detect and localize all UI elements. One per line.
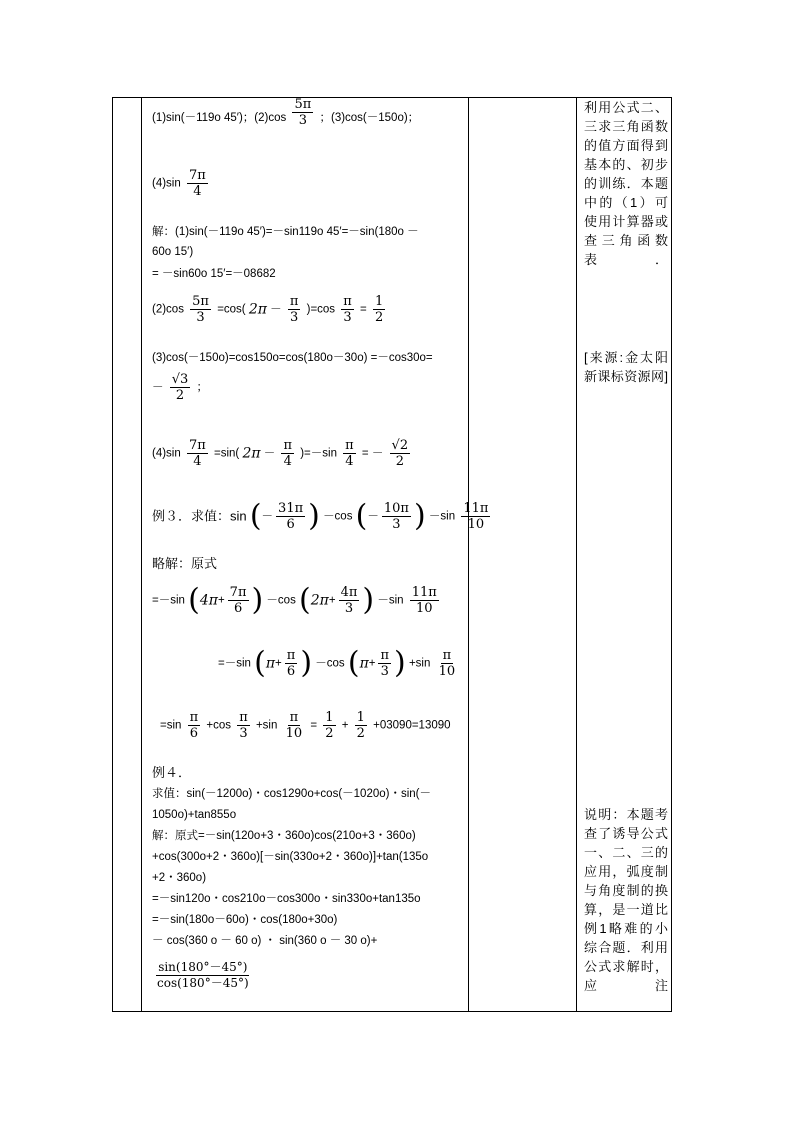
math-term: +sin [408, 657, 431, 670]
answer-text: =sin( [214, 447, 240, 460]
math-term: － [367, 510, 379, 523]
math-term: －cos [315, 657, 345, 670]
lesson-table: (1)sin(－119o 45′)；(2)cos $\frac{5\pi}{3}$ ；(3)cos(－150o)； (4)sin $\frac{7\pi}{4}$ 解：(1)sin(－119o 45′)=－sin119o 45′=－sin(180o － 60o 15′) = －sin60o 15′=－08682 (2)cos $\frac{5\pi}{3}$ =cos( 2π － $\frac{\pi}{3}$ )=cos $\frac{\pi}{3}$ = $\frac{1}{2}$ (3)cos(－150o)=cos150o=cos(180o－30o) =－cos30o= － $\frac{√3}{2}$ ； (4)sin $\frac{7\pi}{4}$ =sin( 2π － $\frac{\pi}{4}$ )=－sin $\frac{\pi}{4}$ = － $\frac{√2}{2}$ 例３．求值：sin (－ $\frac{31\pi}{6}$ ) －cos (－ $\frac{10\pi}{3}$ ) －sin $\frac{11\pi}{10}$ 略解：原式 =－sin (4π+ $\frac{7\pi}{6}$ ) －cos (2π+ $\frac{4\pi}{3}$ ) －sin $\frac{11\pi}{10}$ =－sin (π+ $\frac{\pi}{6}$ ) －cos (π+ $\frac{\pi}{3}$ ) +sin $\frac{\pi}{10}$ =sin $\frac{\pi}{6}$ +cos $\frac{\pi}{3}$ +sin $\frac{\pi}{10}$ = $\frac{1}{2}$ + $\frac{1}{2}$ +03090=13090 例４． 求值：sin(－1200o)・cos1290o+cos(－1020o)・sin(－ 1050o)+tan855o 解：原式=－sin(120o+3・360o)cos(210o+3・360o) +cos(300o+2・360o)[－sin(330o+2・360o)]+tan(135o +2・360o) =－sin120o・cos210o－cos300o・sin330o+tan135o =－sin(180o－60o)・cos(180o+30o) － cos(360 o － 60 o) ・ sin(360 o － 30 o)+ $\frac{\sin(180^\circ-45^\circ)}{\cos(180^\circ-45^\circ)}$ 利用公式二、三求三角函数的值方面得到基本的、初步的训练．本题中的（1）可使用计算器或查三角函数表． [来源:金太阳新课标资源网] 说明：本题考查了诱导公式一、二、三的应用，弧度制与角度制的换算，是一道比例1略难的小综合题．利用公式求解时，应注 [112, 97, 672, 1012]
note-text: [来源:金太阳新课标资源网] [584, 350, 668, 384]
math-term: π [359, 655, 369, 672]
answer-text: (2)cos [152, 303, 184, 316]
math-term: =－sin [152, 594, 185, 607]
fraction: $\frac{1}{2}$ [325, 710, 334, 741]
question-text: (4)sin [152, 177, 181, 190]
sidebar-note [580, 348, 672, 386]
fraction: $\frac{1}{2}$ [356, 710, 365, 741]
answer-line: 解：(1)sin(－119o 45′)=－sin119o 45′=－sin(180o － [152, 226, 419, 238]
question-text: 1050o)+tan855o [152, 809, 237, 821]
math-term: +03090=13090 [373, 719, 451, 732]
answer-line: 60o 15′) [152, 246, 194, 258]
answer-text: (4)sin [152, 447, 181, 460]
column-divider [576, 98, 577, 1011]
answer-line: +cos(300o+2・360o)[－sin(330o+2・360o)]+tan(135o [152, 851, 429, 863]
fraction: $\frac{\pi}{3}$ [380, 648, 390, 679]
fraction: $\frac{\pi}{6}$ [286, 648, 296, 679]
fraction: $\frac{\pi}{3}$ [343, 294, 352, 325]
fraction: $\frac{\pi}{4}$ [345, 438, 354, 469]
answer-line: =－sin120o・cos210o－cos300o・sin330o+tan135o [152, 893, 421, 905]
question-text: 求值：sin(－1200o)・cos1290o+cos(－1020o)・sin(－ [152, 788, 431, 800]
math-term: 2π [310, 592, 329, 609]
math-term: 2π [248, 301, 267, 318]
answer-text: ； [196, 381, 208, 394]
example-heading: 例４． [152, 765, 192, 780]
fraction: $\frac{10\pi}{3}$ [383, 501, 409, 532]
math-term: － [270, 303, 282, 316]
fraction: $\frac{11\pi}{10}$ [463, 501, 489, 532]
fraction: $\frac{\pi}{6}$ [189, 710, 199, 741]
math-term: 2π [242, 445, 261, 462]
math-term: 4π [199, 592, 218, 609]
math-term: － [261, 510, 274, 523]
math-term: +sin [255, 719, 278, 732]
answer-text: = [361, 447, 369, 460]
fraction: $\frac{7\pi}{4}$ [188, 438, 206, 469]
answer-text: = [360, 303, 367, 316]
column-divider [141, 98, 142, 1011]
math-term: +cos [206, 719, 231, 732]
fraction: $\frac{\pi}{3}$ [239, 710, 248, 741]
answer-line: +2・360o) [152, 872, 207, 884]
note-text: 说明：本题考查了诱导公式一、二、三的应用，弧度制与角度制的换算，是一道比例1略难的小综合题．利用公式求解时，应注 [584, 807, 668, 993]
fraction: $\frac{5\pi}{3}$ [294, 96, 312, 128]
column-divider [468, 98, 469, 1011]
fraction: $\frac{\pi}{10}$ [285, 710, 303, 741]
fraction: $\frac{√3}{2}$ [171, 372, 189, 403]
fraction: $\frac{√2}{2}$ [391, 438, 409, 469]
answer-line: 解：原式=－sin(120o+3・360o)cos(210o+3・360o) [152, 830, 416, 842]
math-term: － [371, 447, 384, 460]
solution-heading: 略解：原式 [152, 556, 218, 571]
math-term: =sin [160, 719, 182, 732]
question-text: (1)sin(－119o 45′)；(2)cos [152, 112, 287, 124]
sidebar-note [580, 805, 672, 995]
fraction: $\frac{5\pi}{3}$ [192, 294, 209, 325]
fraction: $\frac{7\pi}{6}$ [229, 585, 247, 616]
math-term: －sin [428, 510, 456, 523]
answer-line: = －sin60o 15′=－08682 [152, 268, 276, 280]
sidebar-note [580, 98, 672, 269]
math-term: + [341, 719, 349, 732]
answer-text: =cos( [217, 303, 246, 316]
fraction: $\frac{11\pi}{10}$ [411, 585, 437, 616]
fraction: $\frac{\pi}{4}$ [283, 438, 293, 469]
math-term: =－sin [218, 657, 251, 670]
math-term: π [265, 655, 276, 672]
answer-line: (3)cos(－150o)=cos150o=cos(180o－30o) =－cos30o= [152, 352, 433, 364]
fraction: $\frac{1}{2}$ [374, 294, 384, 325]
answer-text: )=－sin [300, 447, 337, 460]
fraction: $\frac{\pi}{10}$ [438, 648, 456, 679]
fraction: $\frac{\sin(180^\circ-45^\circ)}{\cos(180^\circ-45^\circ)}$ [157, 960, 249, 990]
math-term: － [152, 381, 164, 394]
example-heading: 例３．求值：sin [152, 508, 247, 524]
math-term: = [310, 719, 318, 732]
fraction: $\frac{31\pi}{6}$ [278, 501, 304, 532]
fraction: $\frac{7\pi}{4}$ [188, 168, 206, 199]
fraction: $\frac{\pi}{3}$ [289, 294, 299, 325]
math-term: －cos [323, 510, 353, 523]
answer-text: )=cos [306, 303, 336, 316]
math-term: － [263, 447, 276, 460]
answer-line: － cos(360 o － 60 o) ・ sin(360 o － 30 o)+ [152, 935, 378, 947]
math-term: －sin [377, 594, 404, 607]
note-text: 利用公式二、三求三角函数的值方面得到基本的、初步的训练．本题中的（1）可使用计算器或查三角函数表． [584, 100, 668, 267]
fraction: $\frac{4\pi}{3}$ [340, 585, 358, 616]
question-text: ；(3)cos(－150o)； [319, 112, 420, 124]
answer-line: =－sin(180o－60o)・cos(180o+30o) [152, 914, 338, 926]
math-term: －cos [266, 594, 296, 607]
